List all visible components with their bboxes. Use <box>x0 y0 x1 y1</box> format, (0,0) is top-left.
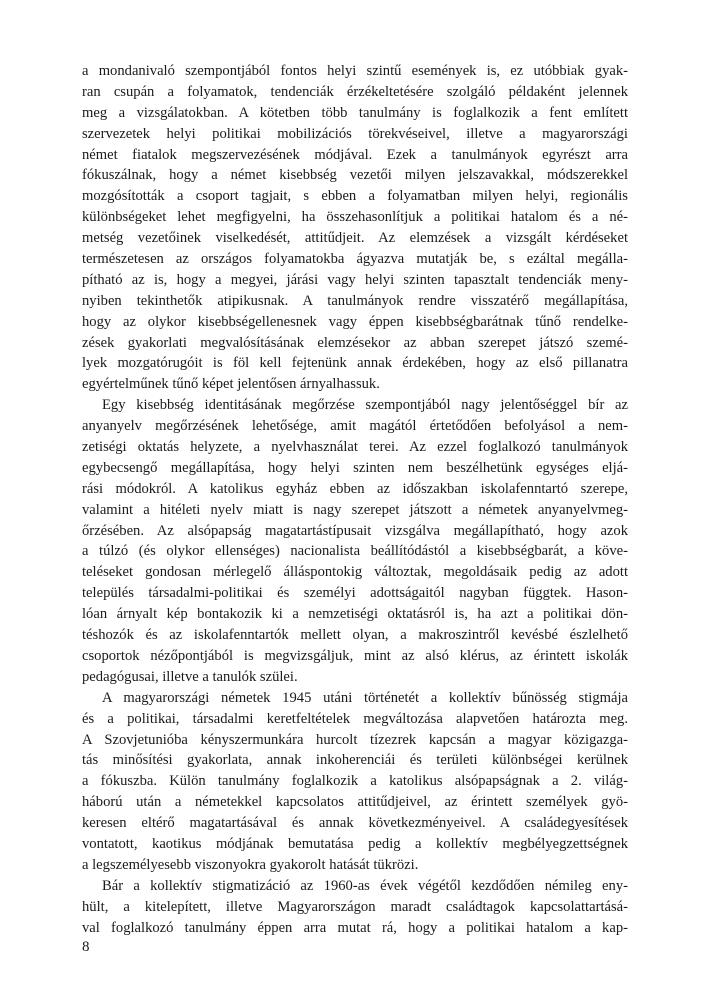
text-line: a fókuszba. Külön tanulmány foglalkozik a katolikus alsópapságnak a 2. világ- <box>82 773 628 790</box>
text-line: lyek mozgatórugóit is föl kell fejtenünk annak érdekében, hogy az első pillanatra <box>82 355 628 372</box>
text-line: Egy kisebbség identitásának megőrzése szempontjából nagy jelentőséggel bír az <box>102 397 628 414</box>
paragraph-1 <box>82 61 628 395</box>
text-line: csoportok nézőpontjából is megvizsgáljuk, mint az alsó klérus, az érintett iskolák <box>82 647 628 664</box>
text-line: a legszemélyesebb viszonyokra gyakorolt hatását tükrözi. <box>82 856 419 873</box>
text-line: teléseket gondosan mérlegelő álláspontokig változtak, megoldásaik pedig az adott <box>82 564 628 581</box>
text-line: háború után a németekkel kapcsolatos attitűdjeivel, az érintett személyek gyö- <box>82 794 628 811</box>
text-line: egyértelműnek tűnő képet jelentősen árnyalhassuk. <box>82 376 380 393</box>
text-line: német fiatalok megszervezésének módjával. Ezek a tanulmányok egyrészt arra <box>82 146 628 163</box>
text-line: A Szovjetunióba kényszermunkára hurcolt tízezrek kapcsán a magyar közigazga- <box>82 731 628 748</box>
text-line: metség vezetőinek viselkedését, attitűdjeit. Az elemzések a vizsgált kérdéseket <box>82 230 628 247</box>
text-line: pítható az is, hogy a megyei, járási vagy helyi szinten tapasztalt tendenciák meny- <box>82 271 628 288</box>
text-line: anyanyelv megőrzésének lehetősége, amit magától értetődően befolyásol a nem- <box>82 418 628 435</box>
text-line: a túlzó (és olykor ellenséges) nacionalista beállítódástól a kisebbségbarát, a köve- <box>82 543 628 560</box>
text-line: nyiben tekinthetők atipikusnak. A tanulmányok rendre visszatérő megállapítása, <box>82 292 628 309</box>
text-line: zések gyakorlati megvalósításának elemzésekor az abban szerepet játszó szemé- <box>82 334 628 351</box>
text-line: valamint a hitéleti nyelv miatt is nagy szerepet játszott a németek anyanyelvmeg- <box>82 501 628 518</box>
text-line: lóan árnyalt kép bontakozik ki a nemzetiségi oktatásról is, ha azt a politikai dön- <box>82 606 628 623</box>
text-line: mozgósították a csoport tagjait, s ebben a folyamatban milyen helyi, regionális <box>82 188 628 205</box>
text-line: hogy az olykor kisebbségellenesnek vagy éppen kisebbségbarátnak tűnő rendelke- <box>82 313 628 330</box>
text-line: téshozók és az iskolafenntartók mellett olyan, a makroszintről kevésbé észlelhető <box>82 627 628 644</box>
text-line: pedagógusai, illetve a tanulók szülei. <box>82 668 298 685</box>
text-line: tás minősítési gyakorlata, annak inkoherenciái és területi különbségei kerülnek <box>82 752 628 769</box>
paragraph-4 <box>82 876 628 939</box>
text-line: természetesen az országos folyamatokba ágyazva mutatják be, s ezáltal megálla- <box>82 251 628 268</box>
text-line: zetiségi oktatás helyzete, a nyelvhasználat terei. Az ezzel foglalkozó tanulmányok <box>82 439 628 456</box>
text-line: egybecsengő megállapítása, hogy helyi szinten nem beszélhetünk egységes eljá- <box>82 459 628 476</box>
text-line: különbségeket lehet megfigyelni, ha összehasonlítjuk a politikai hatalom és a né- <box>82 209 628 226</box>
page-number: 8 <box>82 939 90 955</box>
text-line: és a politikai, társadalmi keretfeltételek megváltozása alapvetően határozta meg. <box>82 710 628 727</box>
text-line: fókuszálnak, hogy a német kisebbség vezetői milyen jelszavakkal, módszerekkel <box>82 167 628 184</box>
page-body <box>82 61 628 961</box>
paragraph-2 <box>82 395 628 687</box>
text-line: hült, a kitelepített, illetve Magyarországon maradt családtagok kapcsolattartásá- <box>82 898 628 915</box>
text-line: A magyarországi németek 1945 utáni történetét a kollektív bűnösség stigmája <box>102 689 628 706</box>
text-line: rási módokról. A katolikus egyház ebben az időszakban iskolafenntartó szerepe, <box>82 480 628 497</box>
text-line: vontatott, kaotikus módjának bemutatása pedig a kollektív megbélyegzettségnek <box>82 835 628 852</box>
text-line: meg a vizsgálatokban. A kötetben több tanulmány is foglalkozik a fent említett <box>82 104 628 121</box>
text-line: szervezetek helyi politikai mobilizációs törekvéseivel, illetve a magyarországi <box>82 125 628 142</box>
paragraph-3 <box>82 688 628 876</box>
text-line: őrzésében. Az alsópapság magatartástípusait vizsgálva megállapítható, hogy azok <box>82 522 628 539</box>
text-line: település társadalmi-politikai és személyi adottságaitól nagyban függtek. Hason- <box>82 585 628 602</box>
text-line: a mondanivaló szempontjából fontos helyi szintű események is, ez utóbbiak gyak- <box>82 63 628 79</box>
text-line: keresen eltérő magatartásával és annak következményeivel. A családegyesítések <box>82 815 628 832</box>
text-line: val foglalkozó tanulmány éppen arra mutat rá, hogy a politikai hatalom a kap- <box>82 919 628 936</box>
text-line: ran csupán a folyamatok, tendenciák érzékeltetésére szolgáló példaként jelennek <box>82 83 628 100</box>
text-line: Bár a kollektív stigmatizáció az 1960-as évek végétől kezdődően némileg eny- <box>102 877 628 894</box>
